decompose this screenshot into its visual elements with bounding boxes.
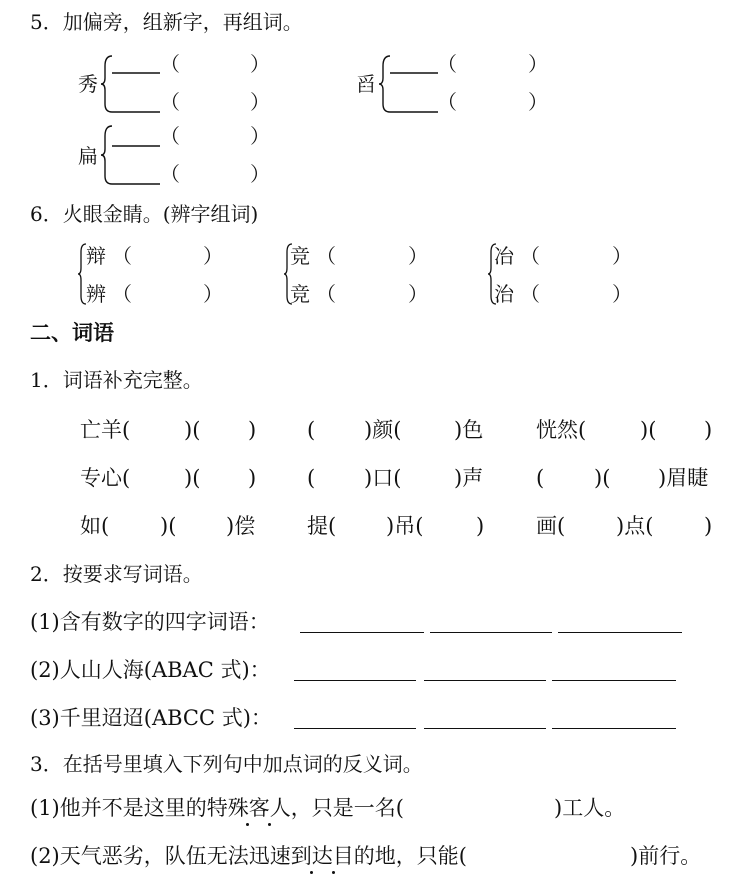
w3-title: 3．在括号里填入下列句中加点词的反义词。 [30, 752, 423, 776]
idiom-fragment: )口( [364, 466, 402, 490]
paren-close: ） [203, 282, 223, 306]
idiom-fragment: )颜( [364, 418, 402, 442]
idiom-fragment: )( [160, 514, 177, 538]
brace-icon [100, 122, 162, 188]
paren-open: （ [112, 282, 132, 306]
paren-close: ） [408, 282, 428, 306]
paren-open: （ [316, 282, 336, 306]
q5-char-3: 扁 [78, 144, 98, 168]
paren-close: ） [408, 244, 428, 268]
paren-open: （ [160, 90, 180, 114]
brace-icon [100, 52, 162, 116]
paren-open: （ [112, 244, 132, 268]
answer-blank[interactable] [542, 244, 612, 268]
q6-char: 冶 [494, 244, 514, 268]
answer-line[interactable] [552, 728, 676, 729]
emphasis-dot [246, 823, 249, 826]
answer-blank[interactable] [460, 52, 530, 76]
idiom-fragment: )声 [454, 466, 484, 490]
paren-close: ） [250, 162, 270, 186]
idiom-fragment: ( [307, 418, 316, 442]
paren-close: ） [528, 52, 548, 76]
answer-blank[interactable] [182, 162, 252, 186]
emphasis-dot [310, 871, 313, 874]
w3-sentence-end: )前行。 [630, 844, 702, 868]
emphasis-dot [268, 823, 271, 826]
paren-close: ） [250, 90, 270, 114]
idiom-fragment: )( [184, 466, 201, 490]
paren-close: ） [612, 282, 632, 306]
answer-blank[interactable] [134, 244, 204, 268]
idiom-fragment: 专心( [80, 466, 131, 490]
w1-title: 1．词语补充完整。 [30, 368, 203, 392]
idiom-fragment: ) [248, 418, 257, 442]
answer-line[interactable] [552, 680, 676, 681]
section-heading: 二、词语 [30, 322, 114, 345]
idiom-fragment: ) [248, 466, 257, 490]
idiom-fragment: ) [476, 514, 485, 538]
paren-open: （ [437, 90, 457, 114]
paren-close: ） [612, 244, 632, 268]
w2-item: (3)千里迢迢(ABCC 式)： [30, 706, 272, 730]
idiom-fragment: )吊( [386, 514, 424, 538]
idiom-fragment: 提( [307, 514, 337, 538]
q5-title: 5．加偏旁，组新字，再组词。 [30, 10, 303, 34]
paren-close: ） [528, 90, 548, 114]
paren-open: （ [437, 52, 457, 76]
paren-close: ） [250, 52, 270, 76]
brace-icon [378, 52, 440, 116]
idiom-fragment: ) [704, 418, 713, 442]
answer-line[interactable] [558, 632, 682, 633]
q6-char: 辨 [86, 282, 106, 306]
paren-open: （ [160, 124, 180, 148]
w2-item: (1)含有数字的四字词语： [30, 610, 270, 634]
idiom-fragment: 画( [536, 514, 566, 538]
idiom-fragment: )( [594, 466, 611, 490]
paren-open: （ [160, 162, 180, 186]
idiom-fragment: )色 [454, 418, 484, 442]
paren-close: ） [203, 244, 223, 268]
answer-blank[interactable] [134, 282, 204, 306]
paren-open: （ [520, 282, 540, 306]
paren-open: （ [316, 244, 336, 268]
answer-line[interactable] [294, 728, 416, 729]
answer-line[interactable] [430, 632, 552, 633]
q6-title: 6．火眼金睛。(辨字组词) [30, 202, 259, 226]
idiom-fragment: ( [536, 466, 545, 490]
answer-line[interactable] [424, 728, 546, 729]
paren-open: （ [160, 52, 180, 76]
answer-blank[interactable] [530, 844, 630, 868]
answer-line[interactable] [300, 632, 424, 633]
emphasis-dot [332, 871, 335, 874]
answer-line[interactable] [424, 680, 546, 681]
answer-blank[interactable] [338, 282, 408, 306]
answer-blank[interactable] [456, 796, 556, 820]
answer-blank[interactable] [460, 90, 530, 114]
answer-blank[interactable] [542, 282, 612, 306]
w3-sentence-end: )工人。 [554, 796, 626, 820]
w3-sentence-start: (1)他并不是这里的特殊客人，只是一名( [30, 796, 404, 820]
q5-char-1: 秀 [78, 72, 98, 96]
answer-blank[interactable] [182, 52, 252, 76]
w2-item: (2)人山人海(ABAC 式)： [30, 658, 271, 682]
paren-open: （ [520, 244, 540, 268]
q6-char: 辩 [86, 244, 106, 268]
w3-sentence-start: (2)天气恶劣，队伍无法迅速到达目的地，只能( [30, 844, 467, 868]
idiom-fragment: 亡羊( [80, 418, 131, 442]
paren-close: ） [250, 124, 270, 148]
answer-line[interactable] [294, 680, 416, 681]
idiom-fragment: ( [307, 466, 316, 490]
idiom-fragment: 恍然( [536, 418, 587, 442]
q6-char: 竞 [290, 282, 310, 306]
idiom-fragment: ) [704, 514, 713, 538]
idiom-fragment: )( [640, 418, 657, 442]
answer-blank[interactable] [182, 90, 252, 114]
idiom-fragment: )( [184, 418, 201, 442]
w2-title: 2．按要求写词语。 [30, 562, 203, 586]
q5-char-2: 舀 [356, 72, 376, 96]
answer-blank[interactable] [338, 244, 408, 268]
q6-char: 竞 [290, 244, 310, 268]
answer-blank[interactable] [182, 124, 252, 148]
idiom-fragment: )眉睫 [658, 466, 709, 490]
q6-char: 治 [494, 282, 514, 306]
idiom-fragment: )点( [616, 514, 654, 538]
idiom-fragment: )偿 [226, 514, 256, 538]
idiom-fragment: 如( [80, 514, 110, 538]
